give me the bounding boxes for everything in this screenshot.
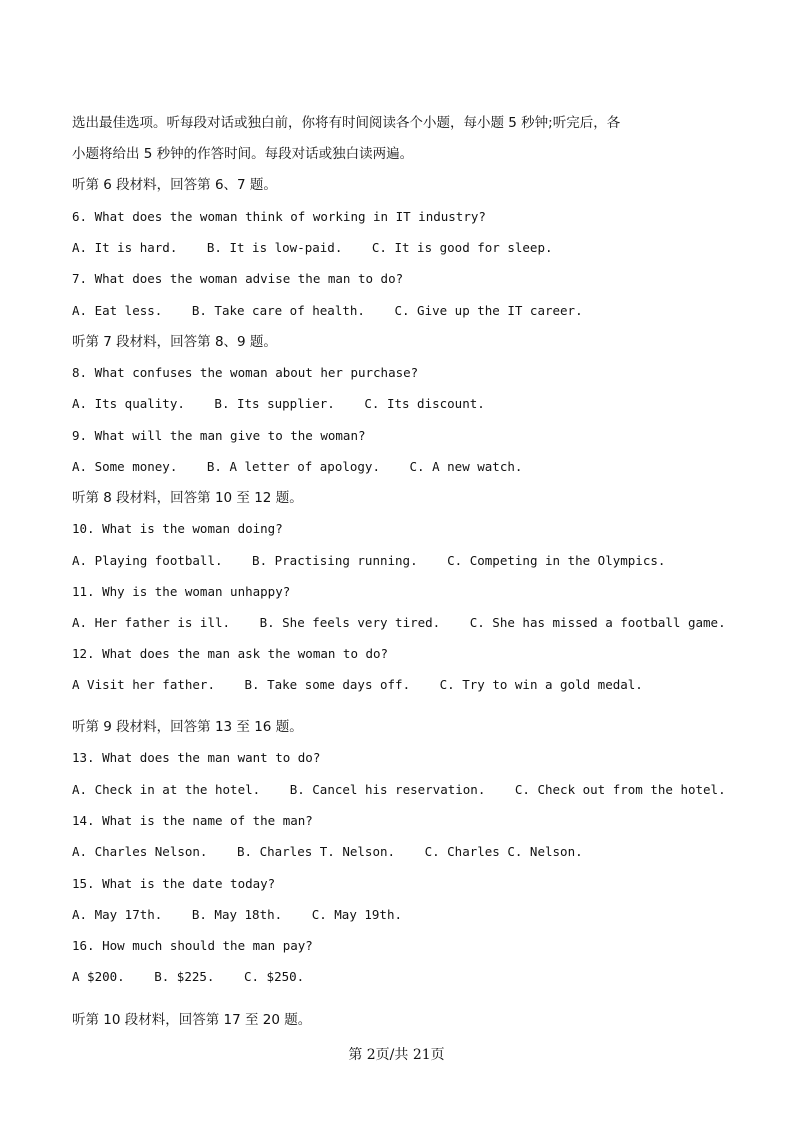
options-15 (72, 907, 402, 923)
option-b: B. Cancel his reservation. (289, 782, 486, 797)
option-c: C. Charles C. Nelson. (424, 844, 583, 859)
instructions-line-2: 小题将给出 5 秒钟的作答时间。每段对话或独白读两遍。 (72, 146, 414, 162)
page-footer: 第 2页/共 21页 (348, 1047, 445, 1063)
question-7: 7. What does the woman advise the man to do? (72, 271, 404, 286)
option-a: A Visit her father. (72, 677, 215, 692)
options-6 (72, 240, 553, 256)
question-8: 8. What confuses the woman about her purchase? (72, 365, 419, 380)
option-c: C. Give up the IT career. (394, 303, 583, 318)
option-a: A. Some money. (72, 459, 178, 474)
options-16 (72, 969, 304, 985)
option-b: B. Practising running. (252, 553, 418, 568)
option-c: C. It is good for sleep. (371, 240, 553, 255)
option-c: C. Competing in the Olympics. (447, 553, 666, 568)
question-13: 13. What does the man want to do? (72, 750, 321, 765)
option-c: C. May 19th. (311, 907, 402, 922)
question-11: 11. Why is the woman unhappy? (72, 584, 291, 599)
option-b: B. May 18th. (191, 907, 283, 922)
option-c: C. $250. (243, 969, 305, 984)
options-11 (72, 615, 726, 631)
option-b: B. Take some days off. (244, 677, 411, 692)
question-14: 14. What is the name of the man? (72, 813, 313, 828)
option-a: A $200. (72, 969, 125, 984)
option-c: C. Check out from the hotel. (514, 782, 726, 797)
section-heading: 听第 10 段材料，回答第 17 至 20 题。 (72, 1012, 312, 1028)
option-b: B. Its supplier. (214, 396, 335, 411)
question-12: 12. What does the man ask the woman to do? (72, 646, 389, 661)
section-heading: 听第 9 段材料，回答第 13 至 16 题。 (72, 719, 303, 735)
option-a: A. Its quality. (72, 396, 185, 411)
option-b: B. It is low-paid. (206, 240, 343, 255)
option-a: A. Check in at the hotel. (72, 782, 261, 797)
question-10: 10. What is the woman doing? (72, 521, 283, 536)
section-heading: 听第 6 段材料，回答第 6、7 题。 (72, 177, 277, 193)
option-b: B. $225. (154, 969, 215, 984)
options-9 (72, 459, 522, 475)
option-b: B. A letter of apology. (206, 459, 380, 474)
option-c: C. A new watch. (409, 459, 523, 474)
question-9: 9. What will the man give to the woman? (72, 428, 366, 443)
option-c: C. Try to win a gold medal. (439, 677, 643, 692)
option-b: B. She feels very tired. (259, 615, 441, 630)
options-10 (72, 553, 665, 569)
option-a: A. Her father is ill. (72, 615, 231, 630)
instructions-line-1: 选出最佳选项。听每段对话或独白前，你将有时间阅读各个小题，每小题 5 秒钟;听完后，各 (72, 115, 621, 131)
options-8 (72, 396, 485, 412)
question-6: 6. What does the woman think of working in IT industry? (72, 209, 486, 224)
options-13 (72, 782, 726, 798)
option-a: A. May 17th. (72, 907, 163, 922)
option-a: A. Playing football. (72, 553, 223, 568)
option-c: C. She has missed a football game. (469, 615, 726, 630)
option-c: C. Its discount. (364, 396, 485, 411)
option-b: B. Take care of health. (191, 303, 365, 318)
question-15: 15. What is the date today? (72, 876, 276, 891)
question-16: 16. How much should the man pay? (72, 938, 313, 953)
options-7 (72, 303, 583, 319)
option-a: A. It is hard. (72, 240, 178, 255)
section-heading: 听第 8 段材料，回答第 10 至 12 题。 (72, 490, 303, 506)
options-14 (72, 844, 583, 860)
options-12 (72, 677, 643, 693)
option-a: A. Eat less. (72, 303, 163, 318)
option-b: B. Charles T. Nelson. (237, 844, 396, 859)
option-a: A. Charles Nelson. (72, 844, 208, 859)
section-heading: 听第 7 段材料，回答第 8、9 题。 (72, 334, 277, 350)
